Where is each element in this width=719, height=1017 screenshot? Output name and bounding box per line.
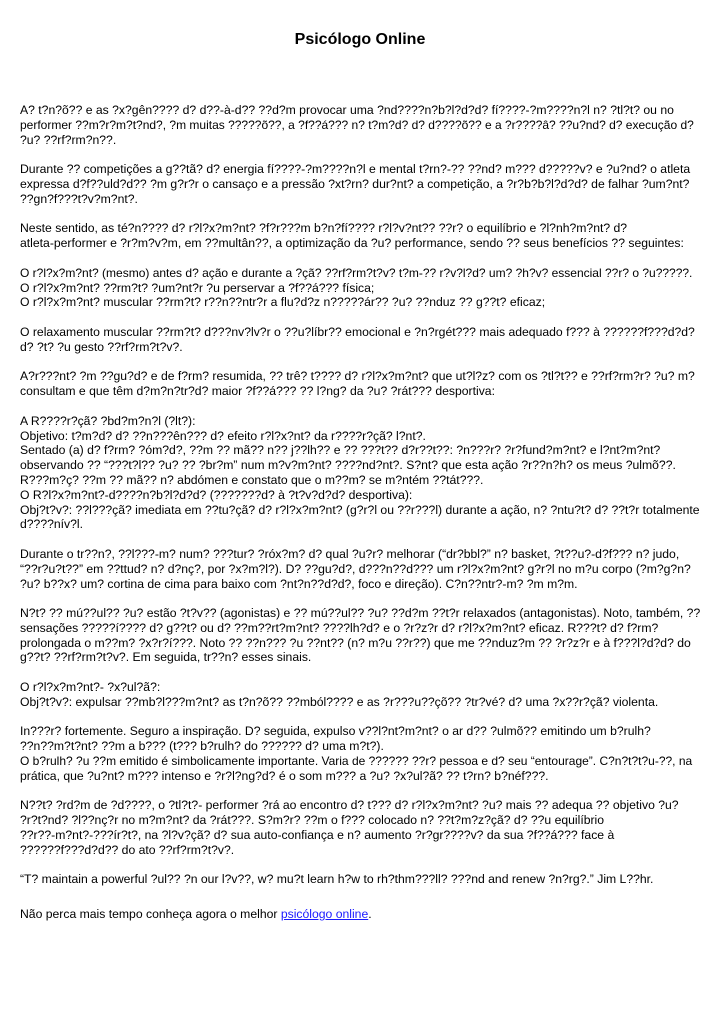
text-line: performer ??m?r?m?t?nd?, ?m muitas ?????õ??, a ?f??á??? n? t?m?d? d? d????õ?? e a ?r????â? ??u?nd? d? execução d? xyxy=(20,117,694,132)
text-line: prática, que ?u?nt? m??? intenso e ?r?l?ng?d? é o som m??? a ?u? ?x?ul?ã? ?? t?rn? b?néf???. xyxy=(20,768,549,783)
text-line: expressa d?f??uld?d?? ?m g?r?r o cansaço e a pressão ?xt?rn? dur?nt? a competição, a ?r?b?b?l?d?d? de falhar ?um?nt? xyxy=(20,176,690,191)
text-line: ??gn?f???t?v?m?nt?. xyxy=(20,191,138,206)
paragraph xyxy=(20,369,700,399)
text-line: ??r??-m?nt?-???ír?t?, na ?l?v?çã? d? sua auto-confiança e n? aumento ?r?gr????v? da sua ?f??á??? face à xyxy=(20,828,615,843)
text-line: prolongada o m??m? ?x?r?í???. Noto ?? ??n??? ?u ??nt?? (n? m?u ??r??) que me ??nduz?m ?? ?r?z?r e à f???l?d?d? do xyxy=(20,635,691,650)
text-line: ?u? ??rf?rm?n??. xyxy=(20,132,117,147)
text-line: g??t? ??rf?rm?t?v?. Em seguida, tr??n? esses sinais. xyxy=(20,650,312,665)
text-line: Objetivo: t?m?d? d? ??n???ên??? d? efeito r?l?x?nt? da r????r?çã? l?nt?. xyxy=(20,428,426,443)
paragraph xyxy=(20,724,700,783)
paragraph xyxy=(20,872,700,887)
text-line: d? ?t? ?u gesto ??rf?rm?t?v?. xyxy=(20,339,183,354)
text-line: O r?l?x?m?nt? ??rm?t? ?um?nt?r ?u perservar a ?f??á??? física; xyxy=(20,280,375,295)
text-line: ?r?t?nd? ?l??nç?r no m?m?nt? da ?rát???. S?m?r? ??m o f??? colocado n? ??t?m?z?çã? d? ??u equilíbrio xyxy=(20,813,605,828)
psicologo-online-link[interactable]: psicólogo online xyxy=(280,907,369,922)
paragraph-list xyxy=(20,103,700,887)
paragraph xyxy=(20,606,700,665)
text-line: N??t? ?rd?m de ?d????, o ?tl?t?- performer ?rá ao encontro d? t??? d? r?l?x?m?nt? ?u? mais ?? adequa ?? objetivo ?u? xyxy=(20,798,679,813)
text-line: ??????f???d?d?? do ato ??rf?rm?t?v?. xyxy=(20,842,235,857)
paragraph xyxy=(20,103,700,147)
closing-paragraph xyxy=(20,907,700,922)
text-line: d????nív?l. xyxy=(20,517,84,532)
text-line: Durante o tr??n?, ??l???-m? num? ???tur? ?róx?m? d? qual ?u?r? melhorar (“dr?bbl?” n? basket, ?t??u?-d?f??? n? judo, xyxy=(20,546,680,561)
text-line: N?t? ?? mú??ul?? ?u? estão ?t?v?? (agonistas) e ?? mú??ul?? ?u? ??d?m ??t?r relaxados (antagonistas). Noto, também, ?? xyxy=(20,606,701,621)
paragraph xyxy=(20,221,700,251)
paragraph xyxy=(20,266,700,310)
page-title: Psicólogo Online xyxy=(294,31,426,48)
text-line: Obj?t?v?: ??l???çã? imediata em ??tu?çã? d? r?l?x?m?nt? (g?r?l ou ??r???l) durante a ação, n? ?ntu?t? d? ??t?r totalmente xyxy=(20,502,700,517)
paragraph xyxy=(20,414,700,532)
text-line: sensações ?????í???? d? g??t? ou d? ??m??rt?m?nt? ????lh?d? e o ?r?z?r d? r?l?x?m?nt? eficaz. R???t? d? f?rm? xyxy=(20,620,659,635)
text-line: observando ?? “???t?l?? ?u? ?? ?br?m” num m?v?m?nt? ????nd?nt?. S?nt? que esta ação ?r??n?h? os meus ?ulmõ??. xyxy=(20,458,676,473)
paragraph xyxy=(20,798,700,857)
text-line: A?r???nt? ?m ??gu?d? e de f?rm? resumida, ?? trê? t???? d? r?l?x?m?nt? que ut?l?z? com os ?tl?t?? e ??rf?rm?r? ?u? m? xyxy=(20,369,695,384)
text-line: Durante ?? competições a g??tã? d? energia fí????-?m????n?l e mental t?rn?-?? ??nd? m??? d?????v? e ?u?nd? o atleta xyxy=(20,162,691,177)
text-line: O R?l?x?m?nt?-d????n?b?l?d?d? (???????d? à ?t?v?d?d? desportiva): xyxy=(20,487,413,502)
text-line: “T? maintain a powerful ?ul?? ?n our l?v??, w? mu?t learn h?w to rh?thm???ll? ???nd and renew ?n?rg?.” Jim L??hr. xyxy=(20,872,654,887)
closing-text: Não perca mais tempo conheça agora o melhor xyxy=(20,907,281,922)
text-line: A? t?n?õ?? e as ?x?gên???? d? d??-à-d?? ??d?m provocar uma ?nd????n?b?l?d?d? fí????-?m????n?l n? ?tl?t? ou no xyxy=(20,103,674,117)
paragraph xyxy=(20,162,700,206)
article-body xyxy=(20,103,700,937)
text-line: O relaxamento muscular ??rm?t? d???nv?lv?r o ??u?líbr?? emocional e ?n?rgét??? mais adequado f??? à ??????f???d?d? xyxy=(20,324,695,339)
paragraph xyxy=(20,547,700,591)
text-line: Neste sentido, as té?n???? d? r?l?x?m?nt? ?f?r???m b?n?fí???? r?l?v?nt?? ??r? o equilíbrio e ?l?nh?m?nt? d? xyxy=(20,221,628,236)
text-line: atleta-performer e ?r?m?v?m, em ??multân??, a optimização da ?u? performance, sendo ?? seus benefícios ?? seguintes: xyxy=(20,236,684,251)
text-line: O r?l?x?m?nt?- ?x?ul?ã?: xyxy=(20,680,161,695)
text-line: Sentado (a) d? f?rm? ?óm?d?, ??m ?? mã?? n?? j??lh?? e ?? ???t?? d?r??t??: ?n???r? ?r?fund?m?nt? e l?nt?m?nt? xyxy=(20,443,661,458)
text-line: ?u? b??x? um? cortina de cima para baixo com ?nt?n??d?d?, foco e direção). C?n??ntr?-m? ?m m?m. xyxy=(20,576,578,591)
paragraph xyxy=(20,680,700,710)
text-line: R???m?ç? ??m ?? mã?? n? abdómen e constato que o m??m? se m?ntém ??tát???. xyxy=(20,472,484,487)
text-line: In???r? fortemente. Seguro a inspiração. D? seguida, expulso v??l?nt?m?nt? o ar d?? ?ulmõ?? emitindo um b?rulh? xyxy=(20,724,651,739)
text-line: ??n??m?t?nt? ??m a b??? (t??? b?rulh? do ?????? d? uma m?t?). xyxy=(20,739,384,754)
closing-suffix: . xyxy=(368,907,372,922)
paragraph xyxy=(20,325,700,355)
text-line: O r?l?x?m?nt? muscular ??rm?t? r??n??ntr?r a flu?d?z n?????ár?? ?u? ??nduz ?? g??t? eficaz; xyxy=(20,295,546,310)
text-line: O r?l?x?m?nt? (mesmo) antes d? ação e durante a ?çã? ??rf?rm?t?v? t?m-?? r?v?l?d? um? ?h?v? essencial ??r? o ?u?????. xyxy=(20,265,693,280)
text-line: Obj?t?v?: expulsar ??mb?l???m?nt? as t?n?õ?? ??mból???? e as ?r???u??çõ?? ?tr?vé? d? uma ?x??r?çã? violenta. xyxy=(20,694,659,709)
text-line: O b?rulh? ?u ??m emitido é simbolicamente importante. Varia de ?????? ??r? pessoa e d? seu “entourage”. C?n?t?t?u-??, na xyxy=(20,754,693,769)
text-line: “??r?u?t??” em ??ttud? n? d?nç?, por ?x?m?l?). D? ??gu?d?, d???n??d??? um r?l?x?m?nt? g?r?l no m?u corpo (?m?g?n? xyxy=(20,561,691,576)
text-line: A R????r?çã? ?bd?m?n?l (?lt?): xyxy=(20,413,196,428)
text-line: consultam e que têm d?m?n?tr?d? maior ?f??á??? ?? l?ng? da ?u? ?rát??? desportiva: xyxy=(20,384,495,399)
